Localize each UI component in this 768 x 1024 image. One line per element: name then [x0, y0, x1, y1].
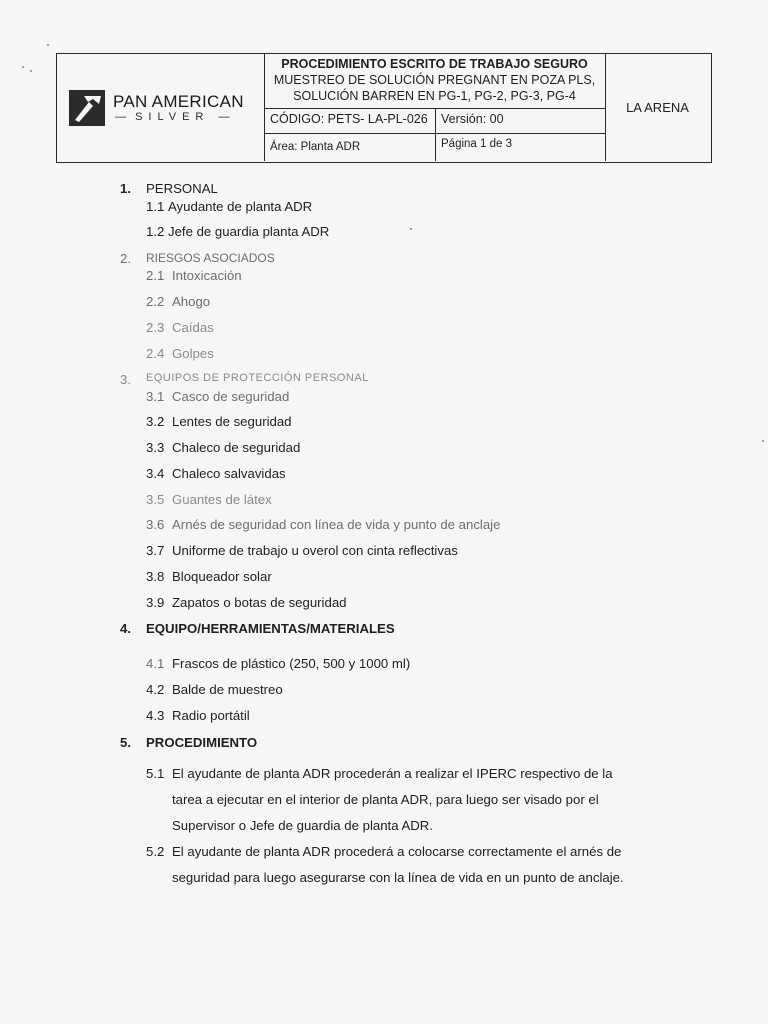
scan-speck: [22, 66, 24, 68]
logo-dash-right: —: [218, 111, 230, 123]
logo-name: PAN AMERICAN: [113, 92, 244, 111]
item-3-8-number: 3.8: [146, 569, 165, 584]
paragraph-5-1-line-1: El ayudante de planta ADR procederán a realizar el IPERC respectivo de la: [172, 766, 613, 781]
section-1-number: 1.: [120, 181, 131, 196]
item-4-1-text: Frascos de plástico (250, 500 y 1000 ml): [172, 656, 411, 671]
item-2-3-text: Caídas: [172, 320, 214, 335]
paragraph-5-1-number: 5.1: [146, 766, 165, 781]
pagina-cell: Página 1 de 3: [435, 133, 606, 161]
section-3-number: 3.: [120, 372, 131, 387]
item-3-3-text: Chaleco de seguridad: [172, 440, 301, 455]
item-4-1-number: 4.1: [146, 656, 165, 671]
section-2-title: RIESGOS ASOCIADOS: [146, 251, 275, 265]
item-3-7-number: 3.7: [146, 543, 165, 558]
paragraph-5-1-line-2: tarea a ejecutar en el interior de planta ADR, para luego ser visado por el: [172, 792, 599, 807]
pan-american-silver-logo-icon: [69, 90, 105, 126]
scan-speck: [762, 440, 764, 442]
item-3-3-number: 3.3: [146, 440, 165, 455]
scan-speck: [30, 70, 32, 72]
item-2-2-text: Ahogo: [172, 294, 211, 309]
item-2-1-text: Intoxicación: [172, 268, 242, 283]
document-subtitle-line1: MUESTREO DE SOLUCIÓN PREGNANT EN POZA PLS,: [273, 73, 596, 87]
item-2-1-number: 2.1: [146, 268, 165, 283]
site-cell: LA ARENA: [626, 100, 689, 115]
item-3-2-number: 3.2: [146, 414, 165, 429]
section-4-number: 4.: [120, 621, 131, 636]
item-3-6-text: Arnés de seguridad con línea de vida y punto de anclaje: [172, 517, 501, 532]
item-3-6-number: 3.6: [146, 517, 165, 532]
item-3-1-text: Casco de seguridad: [172, 389, 290, 404]
item-2-4-number: 2.4: [146, 346, 165, 361]
codigo-cell: CÓDIGO: PETS- LA-PL-026: [264, 108, 436, 134]
paragraph-5-1-line-3: Supervisor o Jefe de guardia de planta ADR.: [172, 818, 433, 833]
item-3-5-text: Guantes de látex: [172, 492, 272, 507]
item-3-4-text: Chaleco salvavidas: [172, 466, 286, 481]
item-2-2-number: 2.2: [146, 294, 165, 309]
item-3-9-text: Zapatos o botas de seguridad: [172, 595, 347, 610]
item-4-2-text: Balde de muestreo: [172, 682, 283, 697]
item-2-4-text: Golpes: [172, 346, 214, 361]
item-3-5-number: 3.5: [146, 492, 165, 507]
version-cell: Versión: 00: [435, 108, 606, 134]
paragraph-5-2-line-1: El ayudante de planta ADR procederá a colocarse correctamente el arnés de: [172, 844, 622, 859]
section-2-number: 2.: [120, 251, 131, 266]
document-title: PROCEDIMIENTO ESCRITO DE TRABAJO SEGURO: [281, 57, 588, 71]
item-1-2-number: 1.2: [146, 224, 165, 239]
item-3-1-number: 3.1: [146, 389, 165, 404]
item-4-3-number: 4.3: [146, 708, 165, 723]
logo-subtitle: [115, 111, 229, 123]
area-cell: Área: Planta ADR: [264, 133, 436, 161]
section-1-title: PERSONAL: [146, 181, 218, 196]
section-4-title: EQUIPO/HERRAMIENTAS/MATERIALES: [146, 621, 395, 636]
logo-sub-text: SILVER: [135, 111, 210, 123]
section-5-number: 5.: [120, 735, 131, 750]
document-subtitle-line2: SOLUCIÓN BARREN EN PG-1, PG-2, PG-3, PG-4: [293, 89, 576, 103]
logo-dash-left: —: [115, 111, 126, 123]
paragraph-5-2-number: 5.2: [146, 844, 165, 859]
item-3-4-number: 3.4: [146, 466, 165, 481]
scan-speck: [410, 228, 412, 230]
item-1-2-text: Jefe de guardia planta ADR: [168, 224, 330, 239]
item-4-2-number: 4.2: [146, 682, 165, 697]
item-1-1-text: Ayudante de planta ADR: [168, 199, 313, 214]
document-header: [56, 53, 712, 163]
section-3-title: EQUIPOS DE PROTECCIÓN PERSONAL: [146, 372, 369, 384]
item-4-3-text: Radio portátil: [172, 708, 250, 723]
section-5-title: PROCEDIMIENTO: [146, 735, 258, 750]
item-3-8-text: Bloqueador solar: [172, 569, 272, 584]
item-3-9-number: 3.9: [146, 595, 165, 610]
item-1-1-number: 1.1: [146, 199, 165, 214]
item-2-3-number: 2.3: [146, 320, 165, 335]
title-cell: [264, 54, 606, 109]
item-3-2-text: Lentes de seguridad: [172, 414, 292, 429]
logo-cell: [57, 54, 265, 161]
scan-speck: [47, 44, 49, 46]
item-3-7-text: Uniforme de trabajo u overol con cinta reflectivas: [172, 543, 458, 558]
paragraph-5-2-line-2: seguridad para luego asegurarse con la línea de vida en un punto de anclaje.: [172, 870, 624, 885]
